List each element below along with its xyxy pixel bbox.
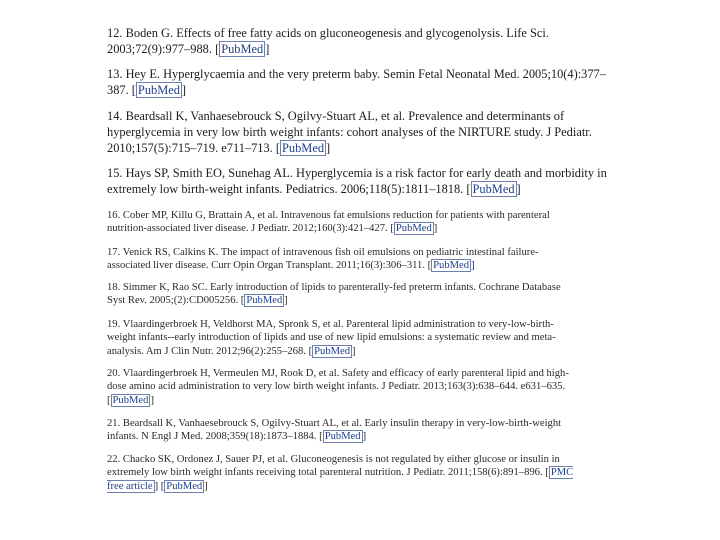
pubmed-link[interactable]: PubMed (246, 295, 283, 307)
reference-item: 15. Hays SP, Smith EO, Sunehag AL. Hyperglycemia is a risk factor for early death and morbidity in extremely low birth-weight infants. Pediatrics. 2006;118(5):1811–1818. [ PubMed ] (107, 166, 607, 196)
reference-item: 13. Hey E. Hyperglycaemia and the very preterm baby. Semin Fetal Neonatal Med. 2005;10(4):377–387. [ PubMed ] (107, 67, 606, 97)
reference-text: Vlaardingerbroek H, Vermeulen MJ, Rook D, et al. Safety and efficacy of early parenteral lipid and high-dose amino acid administration to very low birth weight infants. J Pediatr. 2013;163(3):638–644. e631–635. (107, 368, 569, 393)
reference-text: Venick RS, Calkins K. The impact of intravenous fish oil emulsions on pediatric intestinal failure-associated liver disease. Curr Opin Organ Transplant. 2011;16(3):306–311. (107, 247, 539, 272)
reference-item: 17. Venick RS, Calkins K. The impact of intravenous fish oil emulsions on pediatric intestinal failure-associated liver disease. Curr Opin Organ Transplant. 2011;16(3):306–311. [ PubMed ] (107, 247, 539, 272)
reference-number: 20. (107, 368, 121, 379)
reference-item: 20. Vlaardingerbroek H, Vermeulen MJ, Rook D, et al. Safety and efficacy of early parenteral lipid and high-dose amino acid administration to very low birth weight infants. J Pediatr. 2013;163(3):638–644. e631–635. [ PubMed ] (107, 368, 569, 406)
reference-text: Cober MP, Killu G, Brattain A, et al. Intravenous fat emulsions reduction for patients with parenteral nutrition-associated liver disease. J Pediatr. 2012;160(3):421–427. (107, 210, 550, 235)
pubmed-link[interactable]: PubMed (221, 41, 264, 56)
pmc-free-article-link[interactable]: PMC free article (107, 467, 574, 492)
reference-text: Chacko SK, Ordonez J, Sauer PJ, et al. Gluconeogenesis is not regulated by either glucose or insulin in extremely low birth weight infants receiving total parenteral nutrition. J Pediatr. 2011;158(6):891–896. (107, 454, 560, 479)
reference-number: 14. (107, 109, 123, 123)
pubmed-link[interactable]: PubMed (166, 480, 203, 492)
pubmed-link[interactable]: PubMed (472, 181, 515, 196)
reference-text: Hey E. Hyperglycaemia and the very preterm baby. Semin Fetal Neonatal Med. 2005;10(4):377–387. (107, 67, 606, 97)
reference-item: 18. Simmer K, Rao SC. Early introduction of lipids to parenterally-fed preterm infants. Cochrane Database Syst Rev. 2005;(2):CD005256. [ PubMed ] (107, 282, 561, 307)
reference-text: Vlaardingerbroek H, Veldhorst MA, Spronk S, et al. Parenteral lipid administration to very-low-birth-weight infants--early introduction of lipids and use of new lipid emulsions: a systematic review and meta-analysis. Am J Clin Nutr. 2012;96(2):255–268. (107, 319, 556, 357)
reference-number: 21. (107, 418, 121, 429)
pubmed-link[interactable]: PubMed (314, 345, 351, 357)
reference-number: 17. (107, 247, 121, 258)
reference-text: Boden G. Effects of free fatty acids on gluconeogenesis and glycogenolysis. Life Sci. 2003;72(9):977–988. (107, 26, 549, 56)
pubmed-link[interactable]: PubMed (395, 223, 432, 235)
reference-item: 19. Vlaardingerbroek H, Veldhorst MA, Spronk S, et al. Parenteral lipid administration to very-low-birth-weight infants--early introduction of lipids and use of new lipid emulsions: a systematic review and meta-analysis. Am J Clin Nutr. 2012;96(2):255–268. [ PubMed ] (107, 319, 556, 357)
reference-item: 14. Beardsall K, Vanhaesebrouck S, Ogilvy-Stuart AL, et al. Prevalence and determinants of hyperglycemia in very low birth weight infants: cohort analyses of the NIRTURE study. J Pediatr. 2010;157(5):715–719. e711–713. [ PubMed ] (107, 109, 592, 155)
reference-number: 22. (107, 454, 121, 465)
reference-number: 15. (107, 166, 123, 180)
pubmed-link[interactable]: PubMed (112, 394, 149, 406)
reference-number: 12. (107, 26, 123, 40)
reference-number: 18. (107, 282, 121, 293)
reference-number: 16. (107, 210, 121, 221)
reference-number: 19. (107, 319, 121, 330)
reference-item: 21. Beardsall K, Vanhaesebrouck S, Ogilvy-Stuart AL, et al. Early insulin therapy in very-low-birth-weight infants. N Engl J Med. 2008;359(18):1873–1884. [ PubMed ] (107, 418, 562, 443)
reference-item: 16. Cober MP, Killu G, Brattain A, et al. Intravenous fat emulsions reduction for patients with parenteral nutrition-associated liver disease. J Pediatr. 2012;160(3):421–427. [ PubMed ] (107, 210, 550, 235)
reference-text: Simmer K, Rao SC. Early introduction of lipids to parenterally-fed preterm infants. Cochrane Database Syst Rev. 2005;(2):CD005256. (107, 282, 561, 307)
reference-item: 12. Boden G. Effects of free fatty acids on gluconeogenesis and glycogenolysis. Life Sci. 2003;72(9):977–988. [ PubMed ] (107, 26, 549, 56)
reference-item: 22. Chacko SK, Ordonez J, Sauer PJ, et al. Gluconeogenesis is not regulated by either glucose or insulin in extremely low birth weight infants receiving total parenteral nutrition. J Pediatr. 2011;158(6):891–896. [ PMC free article ] [ PubMed ] (107, 454, 574, 492)
pubmed-link[interactable]: PubMed (282, 140, 325, 155)
reference-text: Beardsall K, Vanhaesebrouck S, Ogilvy-Stuart AL, et al. Early insulin therapy in very-low-birth-weight infants. N Engl J Med. 2008;359(18):1873–1884. (107, 418, 562, 443)
reference-text: Hays SP, Smith EO, Sunehag AL. Hyperglycemia is a risk factor for early death and morbidity in extremely low birth-weight infants. Pediatrics. 2006;118(5):1811–1818. (107, 166, 607, 196)
pubmed-link[interactable]: PubMed (324, 431, 361, 443)
pubmed-link[interactable]: PubMed (433, 260, 470, 272)
reference-number: 13. (107, 67, 123, 81)
pubmed-link[interactable]: PubMed (137, 82, 180, 97)
reference-text: Beardsall K, Vanhaesebrouck S, Ogilvy-Stuart AL, et al. Prevalence and determinants of hyperglycemia in very low birth weight infants: cohort analyses of the NIRTURE study. J Pediatr. 2010;157(5):715–719. e711–713. (107, 109, 592, 155)
